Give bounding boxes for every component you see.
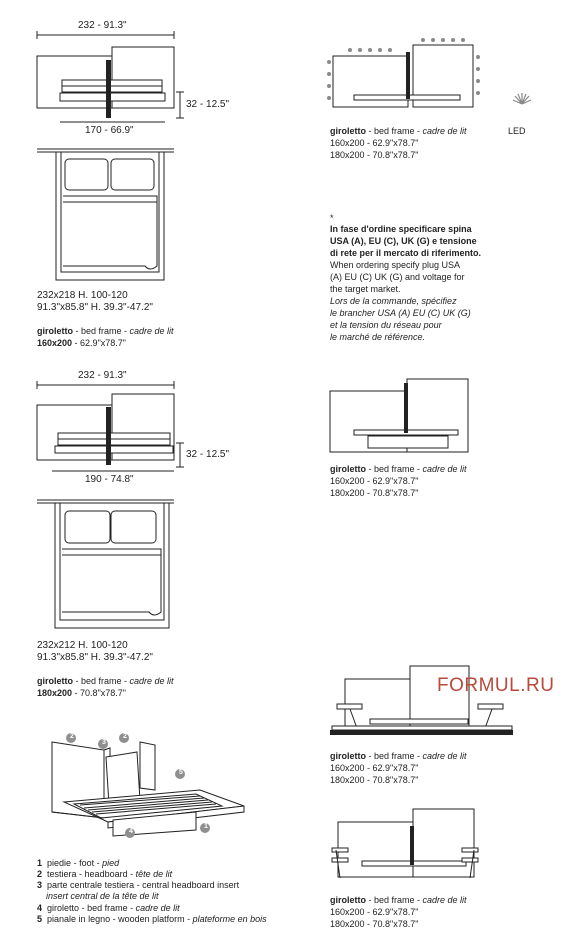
top-view-1 (37, 149, 174, 280)
legend-2: 2 testiera - headboard - tête de lit (37, 869, 173, 879)
right-block-3-title: giroletto - bed frame - cadre de lit (330, 751, 467, 761)
legend-3: 3 parte centrale testiera - central headboard insert (37, 880, 240, 890)
legend-1: 1 piedie - foot - pied (37, 858, 120, 868)
sec1-size: 232x218 H. 100-120 (37, 290, 128, 301)
badge-3: 3 (102, 739, 106, 746)
front-view-2 (37, 381, 184, 471)
led-icon (513, 93, 531, 104)
right-block-1-l1: 160x200 - 62.9"x78.7" (330, 138, 419, 148)
badge-2b: 2 (123, 733, 127, 740)
sec1-base-dim: 170 - 66.9" (85, 125, 134, 136)
note-fr-2: le brancher USA (A) EU (C) UK (G) (330, 308, 471, 318)
right-block-1-title: giroletto - bed frame - cadre de lit (330, 126, 467, 136)
sec2-frame: giroletto - bed frame - cadre de lit (37, 676, 174, 686)
badge-5: 5 (179, 769, 183, 776)
sec1-frame-size: 160x200 - 62.9"x78.7" (37, 338, 126, 348)
note-fr-4: le marché de référence. (330, 332, 426, 342)
right-block-4-title: giroletto - bed frame - cadre de lit (330, 895, 467, 905)
sec2-size: 232x212 H. 100-120 (37, 640, 128, 651)
sec1-width-dim: 232 - 91.3" (78, 20, 127, 31)
badge-1: 1 (204, 823, 208, 830)
note-en-2: (A) EU (C) UK (G) and voltage for (330, 272, 465, 282)
note-it-2: USA (A), EU (C), UK (G) e tensione (330, 236, 477, 246)
note-star: * (330, 213, 334, 223)
sec2-frame-size: 180x200 - 70.8"x78.7" (37, 688, 126, 698)
front-view-1 (37, 31, 184, 122)
right-block-3-l2: 180x200 - 70.8"x78.7" (330, 775, 419, 785)
right-block-4-l2: 180x200 - 70.8"x78.7" (330, 919, 419, 929)
exploded-view (52, 742, 244, 836)
right-front-led (327, 38, 531, 107)
note-fr-3: et la tension du réseau pour (330, 320, 442, 330)
note-it-3: di rete per il mercato di riferimento. (330, 248, 482, 258)
sec2-base-dim: 190 - 74.8" (85, 474, 134, 485)
note-it-1: In fase d'ordine specificare spina (330, 224, 472, 234)
watermark: FORMUL.RU (437, 675, 555, 696)
sec2-width-dim: 232 - 91.3" (78, 370, 127, 381)
legend-5: 5 pianale in legno - wooden platform - plateforme en bois (37, 914, 267, 924)
right-front-2 (330, 379, 468, 452)
right-block-2-l1: 160x200 - 62.9"x78.7" (330, 476, 419, 486)
sec2-inch: 91.3"x85.8" H. 39.3"-47.2" (37, 652, 153, 663)
top-view-2 (37, 500, 174, 628)
right-block-3-l1: 160x200 - 62.9"x78.7" (330, 763, 419, 773)
legend-3-fr: insert central de la tête de lit (46, 891, 159, 901)
led-label: LED (508, 126, 526, 136)
right-block-1-l2: 180x200 - 70.8"x78.7" (330, 150, 419, 160)
right-front-4 (332, 809, 478, 878)
note-en-3: the target market. (330, 284, 401, 294)
sec2-height-dim: 32 - 12.5" (186, 449, 230, 460)
badge-4: 4 (129, 828, 133, 835)
sec1-inch: 91.3"x85.8" H. 39.3"-47.2" (37, 302, 153, 313)
sec1-frame: giroletto - bed frame - cadre de lit (37, 326, 174, 336)
badge-2a: 2 (70, 733, 74, 740)
legend-4: 4 giroletto - bed frame - cadre de lit (37, 903, 180, 913)
sec1-height-dim: 32 - 12.5" (186, 99, 230, 110)
right-block-2-title: giroletto - bed frame - cadre de lit (330, 464, 467, 474)
note-en-1: When ordering specify plug USA (330, 260, 461, 270)
right-block-4-l1: 160x200 - 62.9"x78.7" (330, 907, 419, 917)
note-fr-1: Lors de la commande, spécifiez (330, 296, 457, 306)
right-block-2-l2: 180x200 - 70.8"x78.7" (330, 488, 419, 498)
